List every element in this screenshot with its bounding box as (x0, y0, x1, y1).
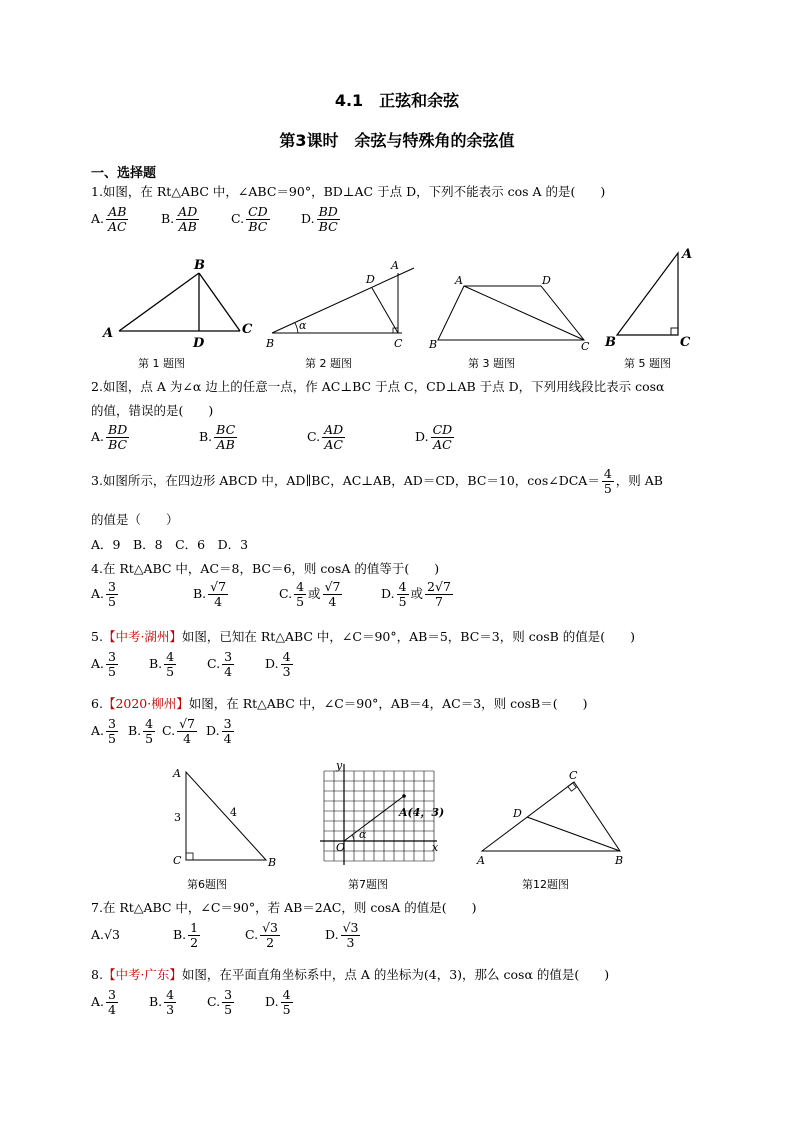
caption-fig-12: 第12题图 (522, 878, 569, 891)
svg-text:4: 4 (230, 806, 237, 819)
caption-fig-2: 第 2 题图 (305, 357, 352, 370)
svg-text:C: C (581, 340, 590, 352)
label-d: D (193, 336, 205, 350)
option-b: B. $\frac{BC}{AB}$ (199, 422, 236, 452)
svg-text:O: O (336, 841, 346, 854)
svg-text:C: C (173, 854, 182, 867)
svg-text:x: x (432, 841, 439, 854)
label-c: C (242, 322, 253, 337)
svg-text:B: B (615, 854, 624, 867)
question-5-text: 5.【中考·湖州】如图，已知在 Rt△ABC 中，∠C＝90°，AB＝5，BC＝3，则 cosB 的值是( ) (91, 629, 636, 644)
svg-text:α: α (359, 828, 367, 841)
question-7-text: 7.在 Rt△ABC 中，∠C＝90°，若 AB＝2AC，则 cosA 的值是( ) (91, 900, 477, 915)
section-title: 4.1 正弦和余弦 (334, 91, 460, 110)
question-3-text-2: 的值是（ ） (91, 512, 179, 527)
svg-text:B: B (268, 856, 277, 869)
figure-3 (426, 270, 596, 352)
lesson-title: 第3课时 余弦与特殊角的余弦值 (279, 131, 515, 150)
figure-1 (95, 255, 265, 350)
svg-text:B: B (605, 335, 616, 350)
svg-text:y: y (336, 759, 343, 772)
option-a: A. $\frac{BD}{BC}$ (91, 422, 128, 452)
svg-text:A: A (173, 767, 181, 780)
figure-12 (470, 765, 635, 870)
figure-5 (600, 245, 695, 350)
question-8-options: A. $\frac{3}{4}$ B. $\frac{4}{3}$ C. $\frac{3}{5}$ D. $\frac{4}{5}$ (91, 987, 291, 1017)
svg-text:B: B (429, 338, 438, 351)
question-4-options: A. $\frac{3}{5}$ B. $\frac{√7}{4}$ C. $\frac{4}{5}$ 或 $\frac{√7}{4}$ D. $\frac{4}{5}$ 或 $\frac{2√7}{7}$ (91, 579, 451, 609)
question-2-text-2: 的值，错误的是( ) (91, 403, 214, 418)
question-3-options: A．9 B．8 C．6 D．3 (91, 537, 249, 552)
svg-text:A(4，3): A(4，3) (399, 806, 445, 819)
svg-text:3: 3 (174, 811, 181, 824)
question-2-options (91, 423, 523, 452)
caption-fig-7: 第7题图 (348, 878, 388, 891)
figure-7 (315, 758, 445, 870)
option-a: A. $\frac{AB}{AC}$ (91, 204, 127, 234)
svg-text:B: B (266, 337, 275, 350)
section-heading: 一、选择题 (91, 166, 157, 181)
svg-text:α: α (299, 319, 307, 332)
svg-text:D: D (366, 273, 375, 286)
option-d: D. $\frac{CD}{AC}$ (415, 422, 453, 452)
caption-fig-1: 第 1 题图 (138, 357, 185, 370)
option-c: C. $\frac{CD}{BC}$ (231, 204, 268, 234)
question-5-options: A. $\frac{3}{5}$ B. $\frac{4}{5}$ C. $\frac{3}{4}$ D. $\frac{4}{3}$ (91, 649, 291, 679)
question-1-options (91, 205, 371, 234)
svg-text:C: C (569, 769, 578, 782)
question-8-text: 8.【中考·广东】如图，在平面直角坐标系中，点 A 的坐标为(4，3)，那么 cosα 的值是( ) (91, 967, 610, 982)
svg-text:D: D (542, 274, 551, 287)
figure-2 (262, 255, 422, 350)
svg-text:C: C (680, 335, 691, 350)
question-6-options: A. $\frac{3}{5}$ B. $\frac{4}{5}$ C. $\frac{√7}{4}$ D. $\frac{3}{4}$ (91, 716, 232, 746)
svg-text:A: A (477, 854, 485, 867)
option-d: D. $\frac{BD}{BC}$ (301, 204, 338, 234)
question-4-text: 4.在 Rt△ABC 中，AC＝8，BC＝6，则 cosA 的值等于( ) (91, 561, 440, 576)
option-c: C. $\frac{AD}{AC}$ (307, 422, 344, 452)
caption-fig-5: 第 5 题图 (624, 357, 671, 370)
question-6-text: 6.【2020·柳州】如图，在 Rt△ABC 中，∠C＝90°，AB＝4，AC＝3，则 cosB＝( ) (91, 696, 588, 711)
question-3-text-1: 3.如图所示，在四边形 ABCD 中，AD∥BC，AC⊥AB，AD＝CD，BC＝10，cos∠DCA＝ $\frac{4}{5}$ ，则 AB (91, 466, 663, 496)
svg-text:A: A (391, 259, 399, 272)
svg-text:D: D (513, 807, 522, 820)
svg-text:A: A (455, 274, 463, 287)
label-b: B (194, 258, 205, 273)
caption-fig-6: 第6题图 (187, 878, 227, 891)
question-7-options: A.√3 B. $\frac{1}{2}$ C. $\frac{√3}{2}$ D. $\frac{√3}{3}$ (91, 920, 359, 950)
caption-fig-3: 第 3 题图 (468, 357, 515, 370)
label-a: A (103, 326, 114, 341)
svg-text:A: A (682, 247, 693, 262)
question-1-text: 1.如图，在 Rt△ABC 中，∠ABC＝90°，BD⊥AC 于点 D，下列不能表示 cos A 的是( ) (91, 184, 606, 199)
question-2-text-1: 2.如图，点 A 为∠α 边上的任意一点，作 AC⊥BC 于点 C，CD⊥AB 于点 D，下列用线段比表示 cosα (91, 379, 665, 394)
option-b: B. $\frac{AD}{AB}$ (161, 204, 198, 234)
svg-text:C: C (394, 337, 403, 350)
figure-6 (165, 762, 285, 872)
